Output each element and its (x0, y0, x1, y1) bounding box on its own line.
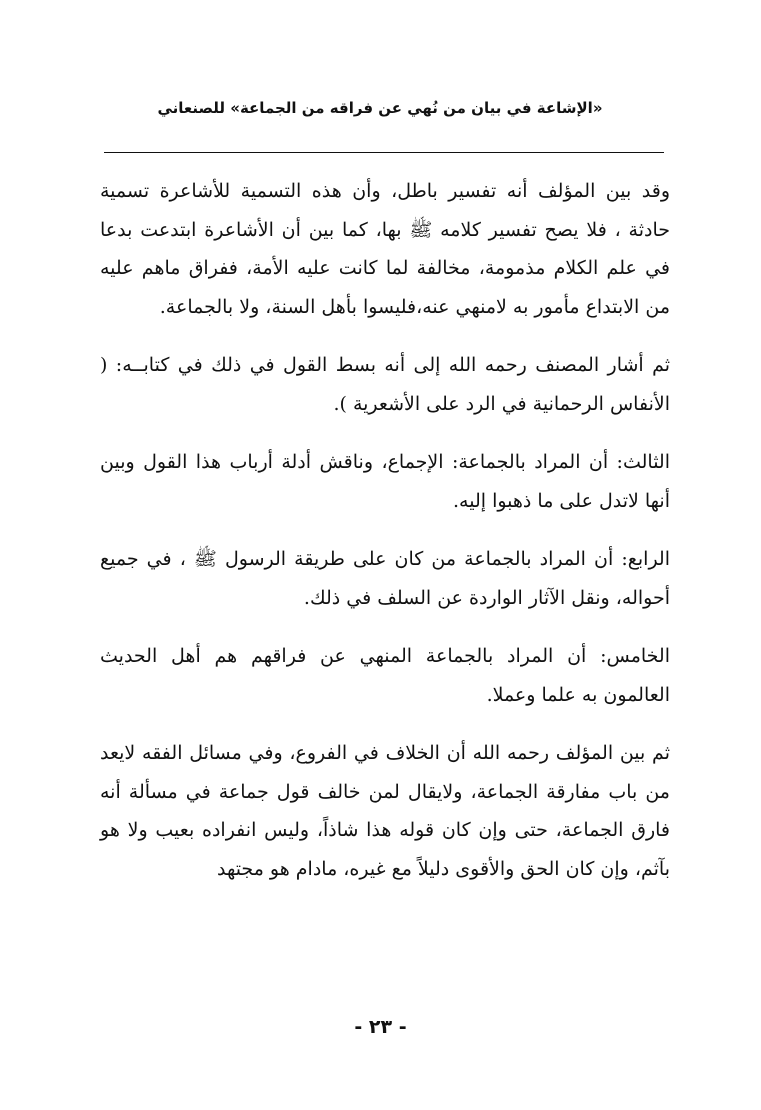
paragraph-fiqh-disagreement: ثم بين المؤلف رحمه الله أن الخلاف في الفروع، وفي مسائل الفقه لايعد من باب مفارقة الجماعة، ولايقال لمن خالف قول جماعة في مسألة أنه فارق الجماعة، حتى وإن كان قوله هذا شاذاً، وليس انفراده بعيب ولا هو بآثم، وإن كان الحق والأقوى دليلاً مع غيره، مادام هو مجتهد (100, 742, 670, 880)
header-divider (104, 152, 664, 153)
paragraph-fifth-opinion: الخامس: أن المراد بالجماعة المنهي عن فراقهم هم أهل الحديث العالمون به علما وعملا. (100, 645, 670, 706)
body-text (100, 172, 670, 888)
paragraph-fourth-opinion: الرابع: أن المراد بالجماعة من كان على طريقة الرسول ﷺ ، في جميع أحواله، ونقل الآثار الواردة عن السلف في ذلك. (100, 548, 670, 609)
running-header: «الإشاعة في بيان من نُهي عن فراقه من الجماعة» للصنعاني (157, 99, 603, 117)
paragraph-ashaira-explanation: وقد بين المؤلف أنه تفسير باطل، وأن هذه التسمية للأشاعرة تسمية حادثة ، فلا يصح تفسير كلامه ﷺ بها، كما بين أن الأشاعرة ابتدعت بدعا في علم الكلام مذمومة، مخالفة لما كانت عليه الأمة، ففراق ماهم عليه من الابتداع مأمور به لامنهي عنه،فليسوا بأهل السنة، ولا بالجماعة. (100, 180, 670, 318)
page-number: - ٢٣ - (354, 1016, 407, 1038)
paragraph-third-opinion: الثالث: أن المراد بالجماعة: الإجماع، وناقش أدلة أرباب هذا القول وبين أنها لاتدل على ما ذهبوا إليه. (100, 451, 670, 512)
paragraph-author-book-reference: ثم أشار المصنف رحمه الله إلى أنه بسط القول في ذلك في كتابــه: ( الأنفاس الرحمانية في الرد على الأشعرية ). (100, 354, 670, 415)
